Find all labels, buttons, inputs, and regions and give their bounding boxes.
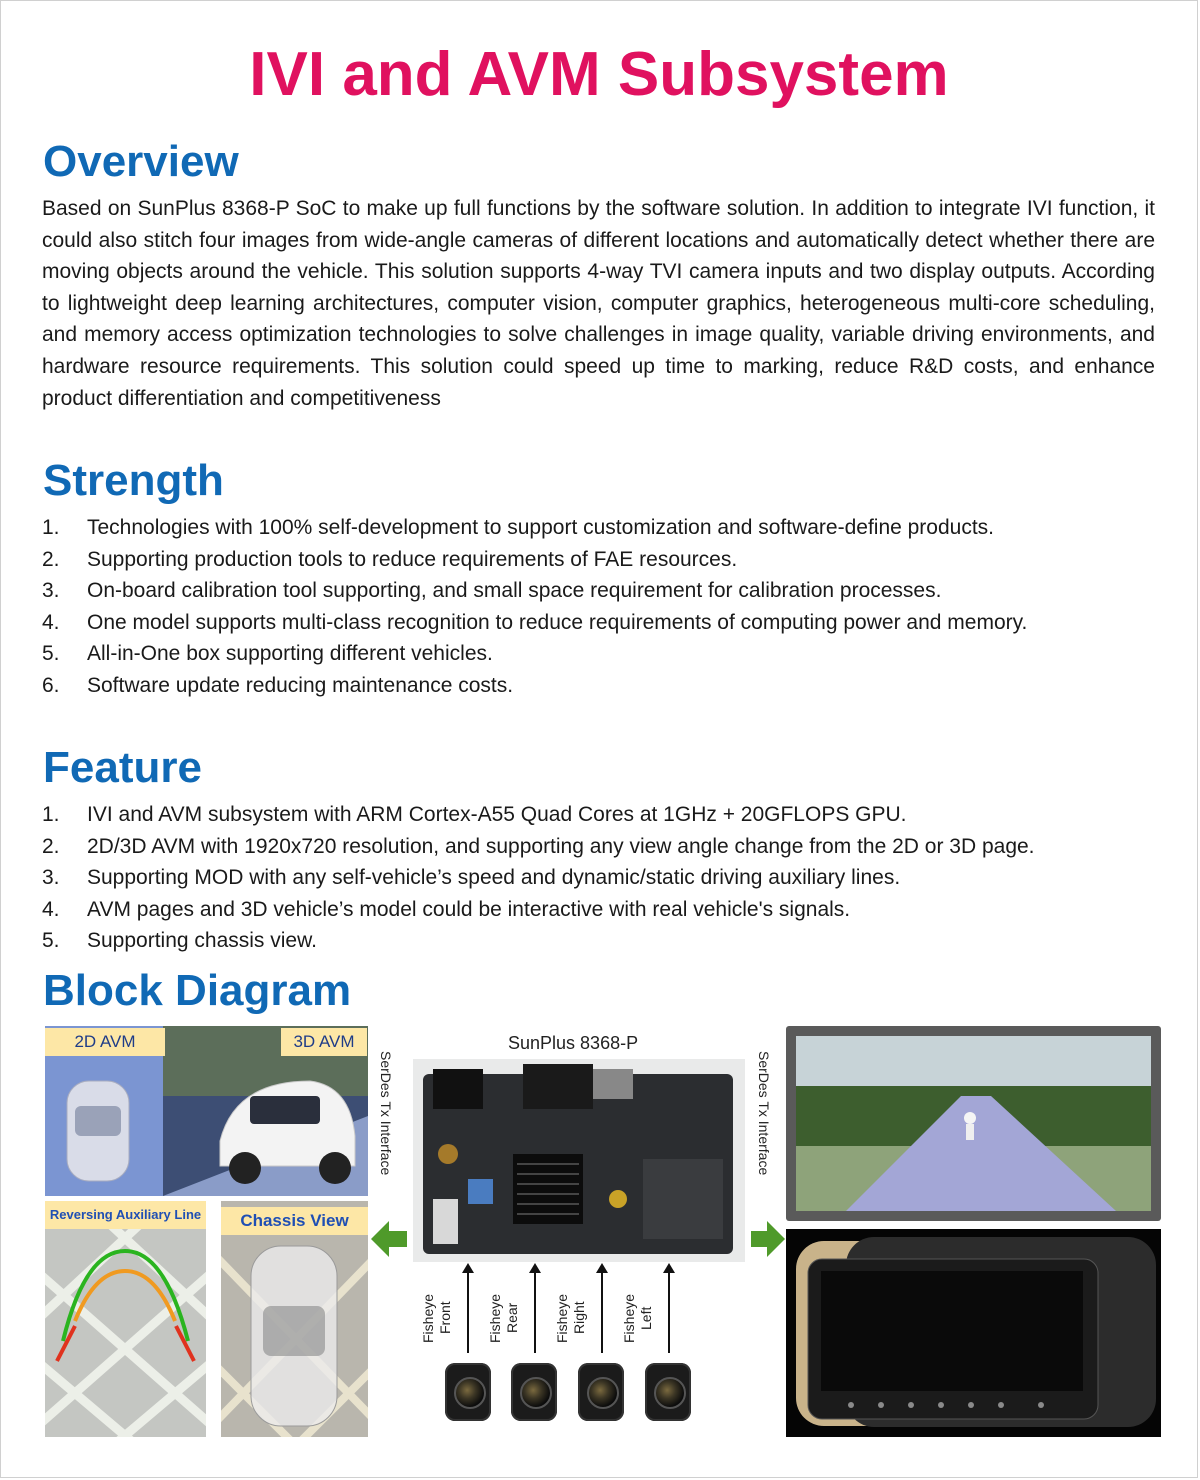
feature-list <box>42 799 1155 957</box>
feature-heading: Feature <box>43 743 202 792</box>
list-item: 4. AVM pages and 3D vehicle’s model could be interactive with real vehicle's signals. <box>42 897 851 921</box>
camera-left <box>645 1363 691 1421</box>
chassis-view-image <box>221 1201 368 1437</box>
reversing-line-illustration <box>45 1201 206 1437</box>
camera-right <box>578 1363 624 1421</box>
display-rear-image <box>786 1229 1161 1437</box>
camera-rear-arrow <box>534 1271 536 1353</box>
camera-lens-icon <box>454 1377 486 1409</box>
list-item: 3. Supporting MOD with any self-vehicle’s speed and dynamic/static driving auxiliary lines. <box>42 866 901 889</box>
camera-lens-icon <box>520 1377 552 1409</box>
list-item: 6. Software update reducing maintenance costs. <box>42 673 514 697</box>
list-item: 1. Technologies with 100% self-development to support customization and software-define products. <box>42 516 995 539</box>
list-item: 2. Supporting production tools to reduce requirements of FAE resources. <box>42 547 738 571</box>
camera-label-right: Fisheye Right <box>554 1293 587 1343</box>
list-item: 5. Supporting chassis view. <box>42 929 317 952</box>
list-item: 1. IVI and AVM subsystem with ARM Cortex-A55 Quad Cores at 1GHz + 20GFLOPS GPU. <box>42 803 907 826</box>
camera-front <box>445 1363 491 1421</box>
camera-rear <box>511 1363 557 1421</box>
block-diagram <box>1 1021 1200 1461</box>
right-arrow-icon <box>751 1219 785 1259</box>
camera-label-rear: Fisheye Rear <box>487 1293 520 1343</box>
serdes-left-label: SerDes Tx Interface <box>378 1051 394 1176</box>
overview-heading: Overview <box>43 137 239 186</box>
camera-lens-icon <box>654 1377 686 1409</box>
camera-left-arrow <box>668 1271 670 1353</box>
chassis-view-illustration <box>221 1201 368 1437</box>
tag-reversing-line: Reversing Auxiliary Line <box>45 1201 206 1229</box>
board-illustration <box>413 1059 745 1262</box>
list-item: 2. 2D/3D AVM with 1920x720 resolution, and supporting any view angle change from the 2D or 3D page. <box>42 834 1035 858</box>
camera-right-arrow <box>601 1271 603 1353</box>
page-title: IVI and AVM Subsystem <box>249 40 949 109</box>
board-label: SunPlus 8368-P <box>508 1033 639 1053</box>
list-item: 5. All-in-One box supporting different vehicles. <box>42 642 493 665</box>
display-front-illustration <box>786 1026 1161 1221</box>
list-item: 4. One model supports multi-class recognition to reduce requirements of computing power and memory. <box>42 610 1028 634</box>
camera-label-left: Fisheye Left <box>621 1293 654 1343</box>
tag-2d-avm: 2D AVM <box>45 1028 165 1056</box>
tag-3d-avm: 3D AVM <box>281 1028 367 1056</box>
board-image <box>413 1059 745 1262</box>
strength-heading: Strength <box>43 456 224 505</box>
serdes-right-label: SerDes Tx Interface <box>756 1051 772 1176</box>
display-rear-illustration <box>786 1229 1161 1437</box>
camera-lens-icon <box>587 1377 619 1409</box>
list-item: 3. On-board calibration tool supporting, and small space requirement for calibration processes. <box>42 579 942 602</box>
overview-text: Based on SunPlus 8368-P SoC to make up full functions by the software solution. In addition to integrate IVI function, it could also stitch four images from wide-angle cameras of different locations and automatically detect whether there are moving objects around the vehicle. This solution supports 4-way TVI camera inputs and two display outputs. According to lightweight deep learning architectures, computer vision, computer graphics, heterogeneous multi-core scheduling, and memory access optimization technologies to solve challenges in image quality, variable driving environments, and hardware resource requirements. This solution could speed up time to marking, reduce R&D costs, and enhance product differentiation and competitiveness <box>42 197 1155 410</box>
camera-front-arrow <box>467 1271 469 1353</box>
reversing-line-image <box>45 1201 206 1437</box>
block-diagram-heading: Block Diagram <box>43 966 352 1015</box>
tag-chassis-view: Chassis View <box>221 1207 368 1235</box>
left-arrow-icon <box>371 1219 407 1259</box>
display-front-image <box>786 1026 1161 1221</box>
strength-list <box>42 512 1155 701</box>
camera-label-front: Fisheye Front <box>420 1293 453 1343</box>
